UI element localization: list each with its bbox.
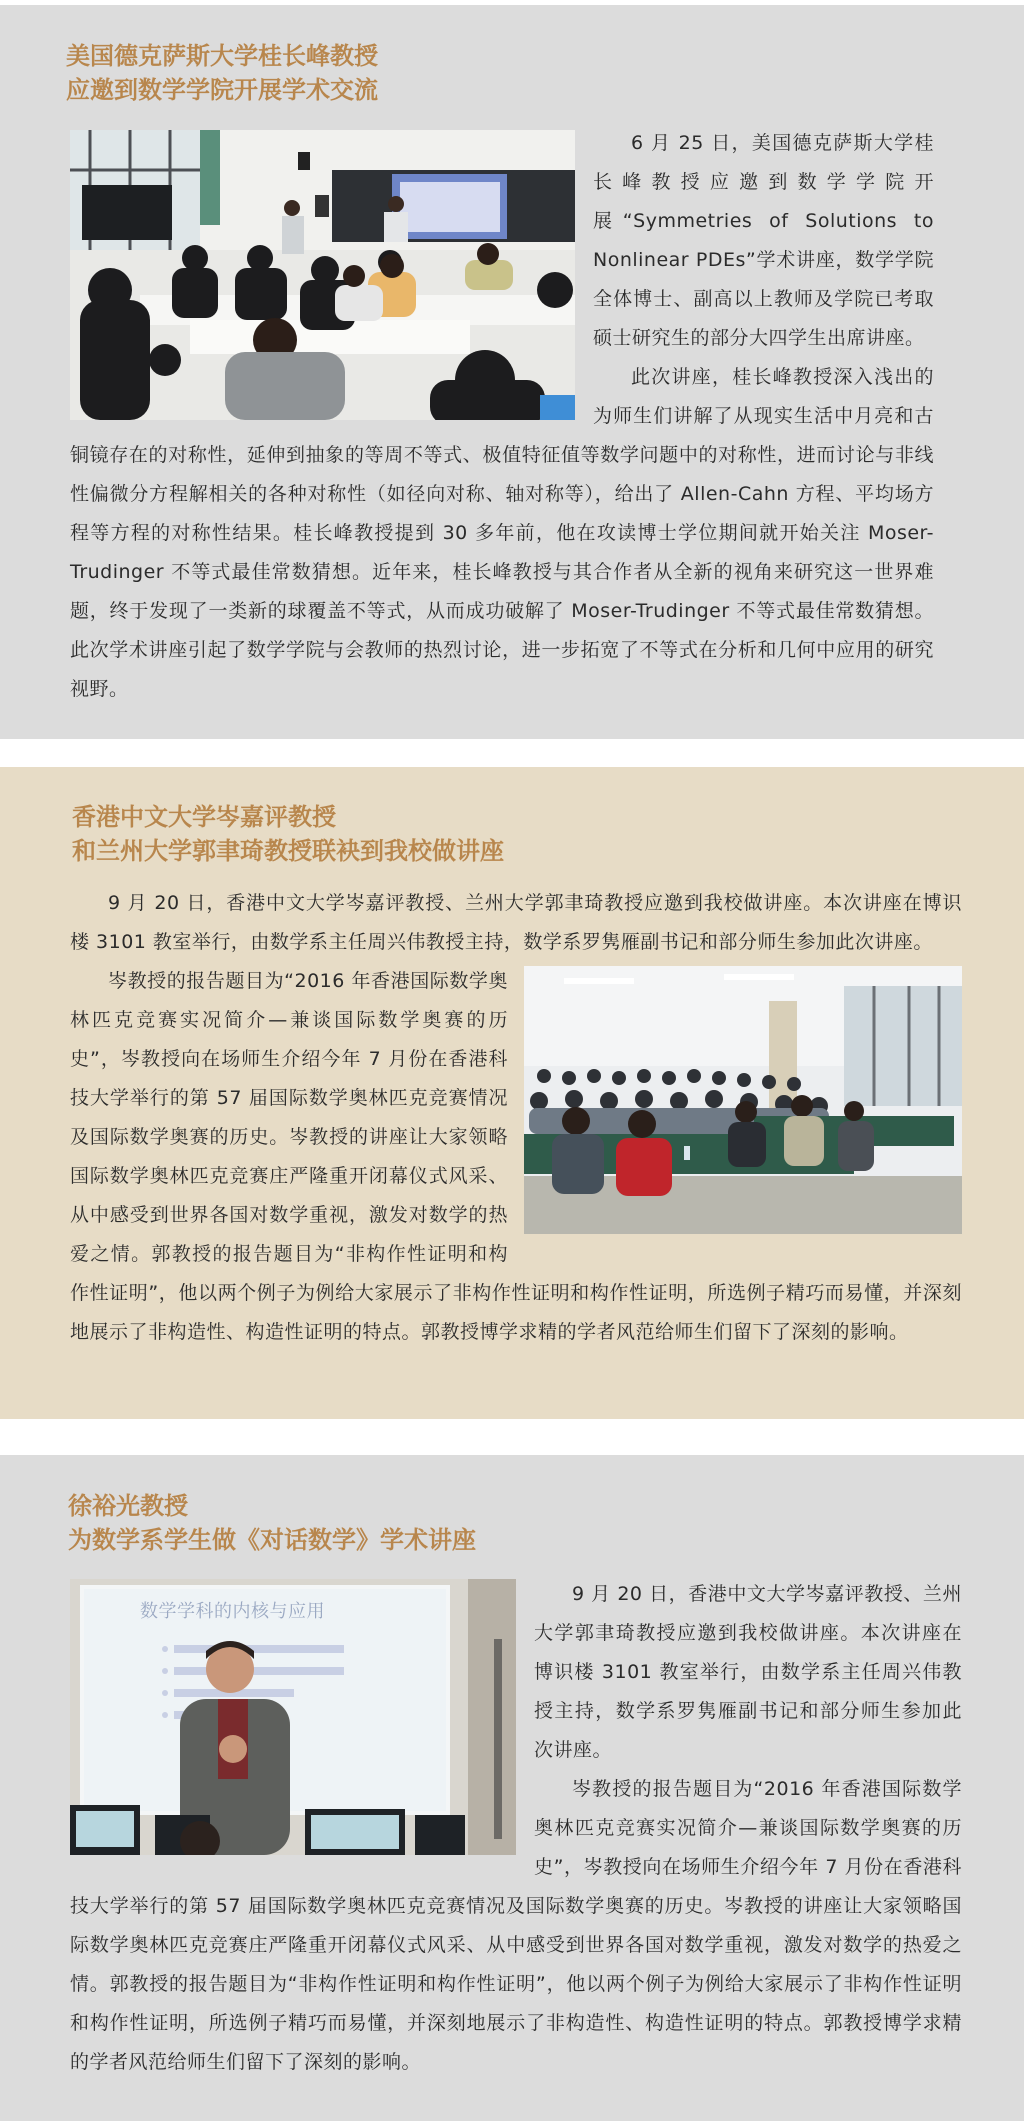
- article-body: [70, 124, 934, 709]
- article-title-line-2: 为数学系学生做《对话数学》学术讲座: [68, 1526, 476, 1554]
- article-title: [68, 1489, 476, 1557]
- slide-title: 数学学科的内核与应用: [140, 1601, 325, 1622]
- article-body: [70, 1575, 962, 2082]
- article-gui-changfeng: [0, 5, 1024, 739]
- speaker-portrait-photo: [70, 1579, 516, 1855]
- article-paragraph: 9 月 20 日，香港中文大学岑嘉评教授、兰州大学郭聿琦教授应邀到我校做讲座。本次讲座在博识楼 3101 教室举行，由数学系主任周兴伟教授主持，数学系罗隽雁副书记和部分师生参加此次讲座。: [70, 892, 962, 953]
- article-paragraph: 9 月 20 日，香港中文大学岑嘉评教授、兰州大学郭聿琦教授应邀到我校做讲座。本次讲座在博识楼 3101 教室举行，由数学系主任周兴伟教授主持，数学系罗隽雁副书记和部分师生参加此次讲座。: [534, 1583, 962, 1761]
- audience-hall-photo: [524, 966, 962, 1234]
- article-paragraph: 此次讲座，桂长峰教授深入浅出的为师生们讲解了从现实生活中月亮和古铜镜存在的对称性，延伸到抽象的等周不等式、极值特征值等数学问题中的对称性，进而讨论与非线性偏微分方程解相关的各种对称性（如径向对称、轴对称等），给出了 Allen-Cahn 方程、平均场方程等方程的对称性结果。桂长峰教授提到 30 多年前，他在攻读博士学位期间就开始关注 Moser-Trudinger 不等式最佳常数猜想。近年来，桂长峰教授与其合作者从全新的视角来研究这一世界难题，终于发现了一类新的球覆盖不等式，从而成功破解了 Moser-Trudinger 不等式最佳常数猜想。此次学术讲座引起了数学学院与会教师的热烈讨论，进一步拓宽了不等式在分析和几何中应用的研究视野。: [70, 366, 934, 700]
- article-body: [70, 884, 962, 1352]
- article-title-line-1: 徐裕光教授: [68, 1492, 188, 1520]
- article-title-line-2: 和兰州大学郭聿琦教授联袂到我校做讲座: [72, 837, 504, 865]
- article-title-line-1: 香港中文大学岑嘉评教授: [72, 803, 336, 831]
- article-cen-guo-lecture: [0, 767, 1024, 1419]
- article-paragraph: 6 月 25 日，美国德克萨斯大学桂长峰教授应邀到数学学院开展“Symmetries of Solutions to Nonlinear PDEs”学术讲座，数学学院全体博士、副高以上教师及学院已考取硕士研究生的部分大四学生出席讲座。: [593, 132, 934, 349]
- article-paragraph: 岑教授的报告题目为“2016 年香港国际数学奥林匹克竞赛实况简介—兼谈国际数学奥赛的历史”，岑教授向在场师生介绍今年 7 月份在香港科技大学举行的第 57 届国际数学奥林匹克竞赛情况及国际数学奥赛的历史。岑教授的讲座让大家领略国际数学奥林匹克竞赛庄严隆重开闭幕仪式风采、从中感受到世界各国对数学重视，激发对数学的热爱之情。郭教授的报告题目为“非构作性证明和构作性证明”，他以两个例子为例给大家展示了非构作性证明和构作性证明，所选例子精巧而易懂，并深刻地展示了非构造性、构造性证明的特点。郭教授博学求精的学者风范给师生们留下了深刻的影响。: [70, 1778, 962, 2073]
- article-title-line-2: 应邀到数学学院开展学术交流: [66, 76, 378, 104]
- article-paragraph: 岑教授的报告题目为“2016 年香港国际数学奥林匹克竞赛实况简介—兼谈国际数学奥赛的历史”，岑教授向在场师生介绍今年 7 月份在香港科技大学举行的第 57 届国际数学奥林匹克竞赛情况及国际数学奥赛的历史。岑教授的讲座让大家领略国际数学奥林匹克竞赛庄严隆重开闭幕仪式风采、从中感受到世界各国对数学重视，激发对数学的热爱之情。郭教授的报告题目为“非构作性证明和构作性证明”，他以两个例子为例给大家展示了非构作性证明和构作性证明，所选例子精巧而易懂，并深刻地展示了非构造性、构造性证明的特点。郭教授博学求精的学者风范给师生们留下了深刻的影响。: [70, 970, 962, 1343]
- article-xu-yuguang-lecture: [0, 1455, 1024, 2121]
- article-title-line-1: 美国德克萨斯大学桂长峰教授: [66, 42, 378, 70]
- article-title: [66, 39, 378, 107]
- article-title: [72, 800, 504, 868]
- lecture-classroom-photo: [70, 130, 575, 420]
